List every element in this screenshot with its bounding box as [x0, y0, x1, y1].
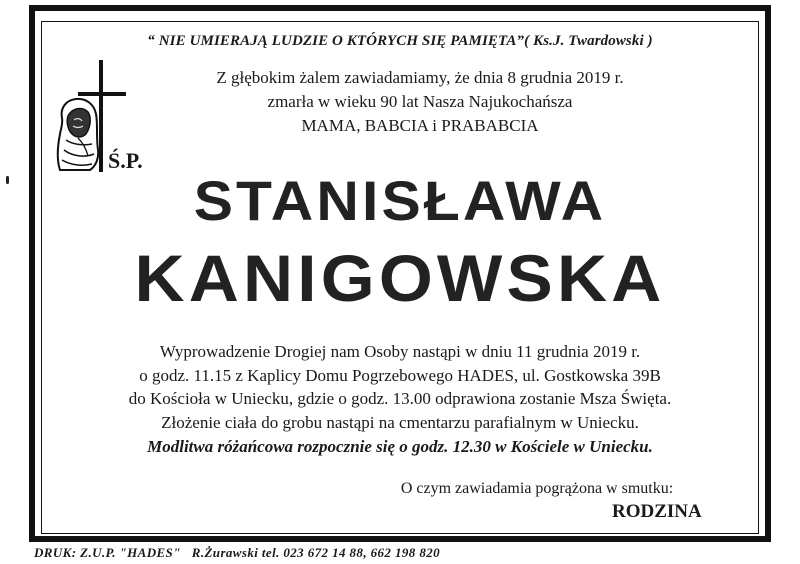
intro-line: MAMA, BABCIA i PRABABCIA [301, 116, 539, 135]
family-notice: O czym zawiadamia pogrążona w smutku: [400, 480, 674, 497]
deceased-last-name: KANIGOWSKA [134, 241, 666, 315]
rosary-prayer-note: Modlitwa różańcowa rozpocznie się o godz. 12.30 w Kościele w Uniecku. [147, 437, 653, 456]
deceased-first-name: STANISŁAWA [193, 169, 607, 232]
announcement-intro [160, 66, 680, 138]
details-line: Wyprowadzenie Drogiej nam Osoby nastąpi w dniu 11 grudnia 2019 r. [159, 342, 641, 361]
details-line: o godz. 11.15 z Kaplicy Domu Pogrzebowego HADES, ul. Gostkowska 39B [139, 365, 661, 385]
intro-line: Z głębokim żalem zawiadamiamy, że dnia 8 grudnia 2019 r. [216, 68, 624, 87]
details-line: Złożenie ciała do grobu nastąpi na cmentarzu parafialnym w Uniecku. [161, 412, 639, 432]
scan-mark [6, 176, 9, 184]
printer-footer: DRUK: Z.U.P. "HADES" R.Żurawski tel. 023 672 14 88, 662 198 820 [34, 545, 441, 560]
sp-label: Ś.P. [108, 148, 143, 173]
motto-quote: “ NIE UMIERAJĄ LUDZIE O KTÓRYCH SIĘ PAMIĘTA”( Ks.J. Twardowski ) [147, 33, 653, 49]
funeral-details [120, 340, 680, 434]
intro-line: zmarła w wieku 90 lat Nasza Najukochańsza [267, 92, 573, 111]
family-signature: RODZINA [612, 501, 702, 522]
details-line: do Kościoła w Uniecku, gdzie o godz. 13.00 odprawiona zostanie Msza Święta. [128, 389, 672, 408]
